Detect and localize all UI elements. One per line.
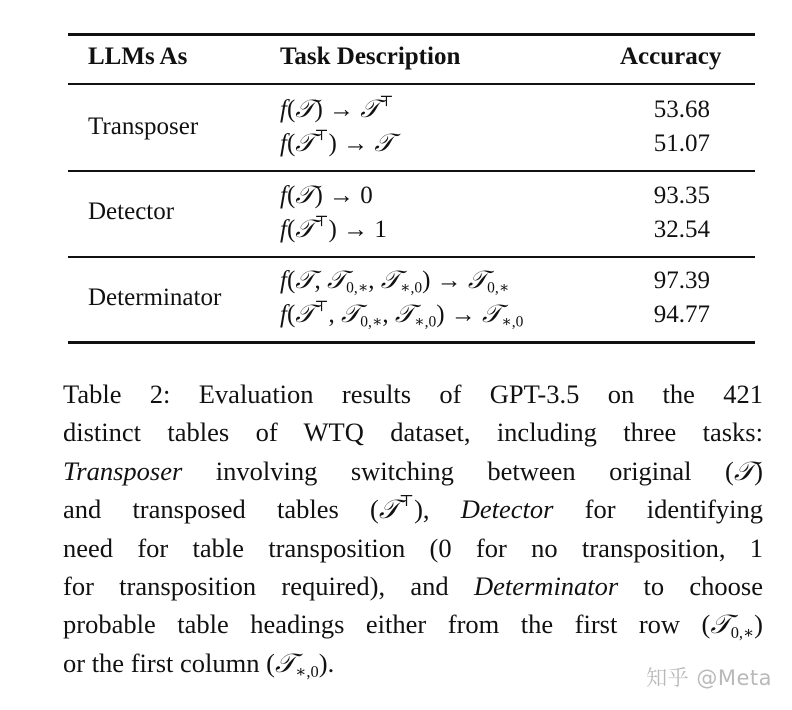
- role-transposer: Transposer: [88, 113, 199, 140]
- math-T: 𝒯: [295, 182, 315, 209]
- header-llms-as: LLMs As: [88, 43, 188, 70]
- math-T: 𝒯: [378, 494, 400, 525]
- transpose-symbol: ⊤: [314, 213, 329, 230]
- accuracy-value: 93.35: [653, 182, 710, 209]
- math-T: 𝒯: [295, 267, 315, 294]
- caption-line: [63, 490, 763, 528]
- transpose-symbol: ⊤: [379, 93, 394, 110]
- header-accuracy: Accuracy: [620, 43, 722, 70]
- accuracy-value: 51.07: [653, 130, 710, 157]
- math-f: f: [280, 301, 287, 328]
- caption-text: probable table headings either from the first row (: [63, 609, 711, 640]
- math-T: 𝒯: [710, 609, 731, 640]
- caption-line: need for table transposition (0 for no transposition, 1: [63, 532, 763, 563]
- math-T: 𝒯: [295, 130, 315, 157]
- transpose-symbol: ⊤: [314, 298, 329, 315]
- math-T: 𝒯: [467, 267, 488, 294]
- caption-line: probable table headings either from the first row (𝒯$_{0,∗}$): [63, 609, 763, 643]
- arrow-icon: →: [450, 301, 476, 328]
- arrow-icon: →: [329, 182, 355, 209]
- subscript: ∗,0: [295, 661, 319, 681]
- role-determinator: Determinator: [88, 284, 222, 311]
- task-transposer-2: f(𝒯⊤) → 𝒯: [280, 127, 394, 157]
- math-T: 𝒯: [733, 455, 755, 486]
- math-T: 𝒯: [295, 216, 315, 243]
- task-determinator-2: f(𝒯⊤, 𝒯$_{0,∗}$, 𝒯$_{∗,0}$) → 𝒯$_{∗,0}$: [280, 298, 524, 331]
- caption-line: Table 2: Evaluation results of GPT-3.5 on the 421: [63, 379, 763, 409]
- caption-line: Transposer involving switching between original (𝒯): [63, 455, 763, 486]
- task-determinator-1: f(𝒯, 𝒯$_{0,∗}$, 𝒯$_{∗,0}$) → 𝒯$_{0,∗}$: [280, 267, 510, 297]
- accuracy-value: 94.77: [653, 301, 710, 328]
- caption-text: for transposition required), and: [63, 571, 474, 602]
- arrow-icon: →: [343, 216, 369, 243]
- subscript: ∗,0: [414, 313, 437, 331]
- caption-text: involving switching between original (: [182, 455, 734, 486]
- math-f: f: [280, 267, 287, 294]
- subscript: ∗,0: [501, 313, 524, 331]
- arrow-icon: →: [343, 130, 369, 157]
- table-caption: [63, 375, 763, 682]
- math-T: 𝒯: [360, 96, 380, 123]
- accuracy-value: 32.54: [653, 216, 710, 243]
- math-f: f: [280, 130, 287, 157]
- subscript: ∗,0: [399, 279, 423, 297]
- math-T: 𝒯: [326, 267, 347, 294]
- math-T: 𝒯: [295, 96, 315, 123]
- math-T: 𝒯: [380, 267, 400, 294]
- group-divider: [68, 170, 755, 172]
- caption-line: [63, 567, 763, 605]
- caption-text: to choose: [618, 571, 764, 602]
- caption-term-determinator: Determinator: [473, 571, 619, 602]
- caption-line: distinct tables of WTQ dataset, including three tasks:: [63, 417, 763, 448]
- transpose-symbol: ⊤: [314, 127, 329, 144]
- table-top-rule: [68, 33, 755, 36]
- caption-term-transposer: Transposer: [63, 455, 183, 486]
- watermark: 知乎 @Meta: [646, 666, 772, 690]
- header-rule: [68, 83, 755, 85]
- task-transposer-1: f(𝒯) → 𝒯⊤: [280, 93, 394, 123]
- caption-text: ),: [414, 494, 461, 525]
- math-T: 𝒯: [274, 647, 296, 678]
- accuracy-value: 53.68: [653, 96, 710, 123]
- caption-text: and transposed tables (: [63, 494, 379, 525]
- header-task-description: Task Description: [280, 43, 461, 70]
- accuracy-value: 97.39: [653, 267, 710, 294]
- math-T: 𝒯: [374, 130, 394, 157]
- table-bottom-rule: [68, 341, 755, 344]
- arrow-icon: →: [329, 96, 355, 123]
- role-detector: Detector: [88, 198, 175, 225]
- math-f: f: [280, 96, 287, 123]
- subscript: 0,∗: [360, 313, 383, 331]
- math-T: 𝒯: [341, 301, 361, 328]
- math-f: f: [280, 182, 287, 209]
- math-T: 𝒯: [394, 301, 415, 328]
- math-T: 𝒯: [482, 301, 502, 328]
- group-divider: [68, 256, 755, 258]
- subscript: 0,∗: [487, 279, 510, 297]
- task-detector-2: f(𝒯⊤) → 1: [280, 213, 387, 243]
- transpose-symbol: ⊤: [399, 493, 415, 511]
- caption-term-detector: Detector: [460, 494, 554, 525]
- subscript: 0,∗: [346, 279, 369, 297]
- math-T: 𝒯: [295, 301, 315, 328]
- math-f: f: [280, 216, 287, 243]
- caption-text: or the first column (: [63, 647, 275, 678]
- task-detector-1: f(𝒯) → 0: [280, 182, 373, 209]
- caption-line: or the first column (𝒯$_{∗,0}$).: [63, 647, 335, 681]
- subscript: 0,∗: [730, 623, 755, 643]
- arrow-icon: →: [436, 267, 462, 294]
- caption-text: for identifying: [553, 494, 763, 525]
